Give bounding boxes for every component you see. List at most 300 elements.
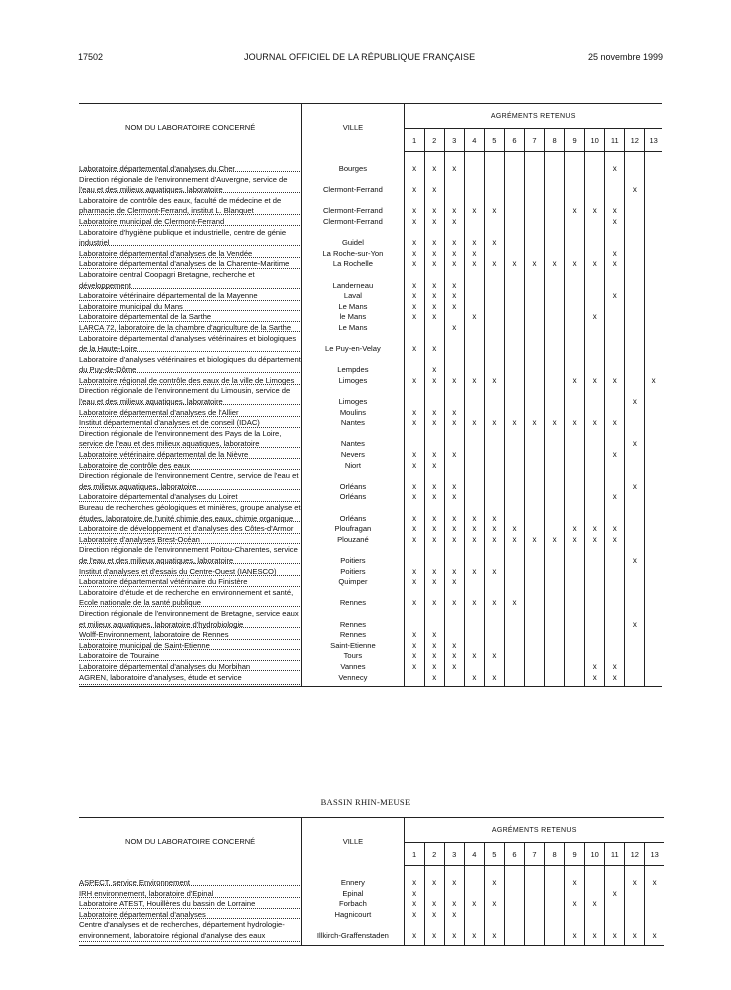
agrement-mark-1: x [404, 302, 424, 313]
agrement-cell-10 [585, 228, 605, 249]
agrement-cell-12 [625, 302, 645, 313]
agrement-cell-9 [565, 228, 585, 249]
agrement-mark-1: x [404, 152, 424, 175]
agrement-cell-8 [545, 217, 565, 228]
agrement-cell-9 [565, 217, 585, 228]
agrement-cell-7 [524, 889, 544, 900]
agrement-mark-5: x [484, 259, 504, 270]
agrement-mark-2: x [424, 492, 444, 503]
agrement-cell-12 [625, 662, 645, 673]
agrement-mark-2: x [424, 249, 444, 260]
agrement-cell-1 [404, 609, 424, 630]
agrement-cell-10 [585, 249, 605, 260]
agrement-cell-10 [585, 545, 605, 566]
agrement-cell-13 [645, 535, 662, 546]
agrement-mark-10: x [585, 312, 605, 323]
laboratory-city: Bourges [302, 152, 404, 175]
laboratory-name: Laboratoire départemental d'analyses du Loiret [79, 492, 302, 503]
agrement-cell-9 [565, 270, 585, 291]
laboratory-name: Laboratoire départemental de la Sarthe [79, 312, 302, 323]
laboratory-city: le Mans [302, 312, 404, 323]
agrement-cell-10 [585, 609, 605, 630]
agrement-cell-6 [504, 355, 524, 376]
agrement-cell-9 [565, 152, 585, 175]
laboratory-name: Laboratoire ATEST, Houillères du bassin de Lorraine [79, 899, 302, 910]
agrement-cell-10 [585, 323, 605, 334]
agrement-cell-6 [504, 889, 524, 900]
agrement-mark-5: x [484, 196, 504, 217]
agrement-mark-3: x [444, 228, 464, 249]
agrement-mark-10: x [585, 662, 605, 673]
agrement-cell-6 [504, 609, 524, 630]
agrement-cell-6 [504, 302, 524, 313]
agrement-cell-2 [424, 386, 444, 407]
column-header-agrement-2: 2 [424, 129, 444, 152]
table-row [79, 503, 662, 524]
laboratory-city: Plouzané [302, 535, 404, 546]
agrement-mark-2: x [424, 577, 444, 588]
column-header-agrement-5: 5 [484, 129, 504, 152]
agrement-cell-5 [484, 334, 504, 355]
agrement-mark-3: x [444, 408, 464, 419]
agrement-cell-12 [625, 334, 645, 355]
agrement-cell-12 [625, 910, 645, 921]
agrement-cell-11 [605, 175, 625, 196]
agrement-mark-5: x [484, 524, 504, 535]
agrement-mark-1: x [404, 567, 424, 578]
agrement-mark-12: x [625, 386, 645, 407]
laboratory-name: Direction régionale de l'environnement des Pays de la Loire, service de l'eau et des milieux aquatiques, laboratoire [79, 429, 302, 450]
agrement-mark-6: x [504, 535, 524, 546]
agrement-cell-11 [605, 910, 625, 921]
column-header-agrement-10: 10 [585, 843, 605, 866]
agrement-mark-5: x [484, 651, 504, 662]
agrement-cell-5 [484, 577, 504, 588]
agrement-mark-3: x [444, 249, 464, 260]
agrement-cell-13 [645, 196, 662, 217]
table-row [79, 920, 664, 945]
agrement-mark-3: x [444, 866, 464, 889]
agrement-mark-12: x [625, 609, 645, 630]
agrement-cell-8 [545, 408, 565, 419]
agrement-cell-7 [524, 503, 544, 524]
agrement-cell-6 [504, 196, 524, 217]
agrement-mark-2: x [424, 408, 444, 419]
agrement-mark-10: x [585, 259, 605, 270]
table-row [79, 461, 662, 472]
table-row [79, 217, 662, 228]
agrement-cell-13 [645, 662, 662, 673]
column-header-city: VILLE [302, 818, 404, 866]
agrement-cell-8 [545, 545, 565, 566]
agrement-cell-13 [645, 503, 662, 524]
laboratory-name: Laboratoire de développement et d'analyses des Côtes-d'Armor [79, 524, 302, 535]
agrement-cell-12 [625, 259, 645, 270]
agrement-mark-1: x [404, 228, 424, 249]
laboratory-name: Laboratoire vétérinaire départemental de la Mayenne [79, 291, 302, 302]
laboratory-name: Laboratoire d'hygiène publique et industrielle, centre de génie industriel [79, 228, 302, 249]
agrement-cell-9 [565, 889, 585, 900]
agrement-cell-13 [645, 889, 664, 900]
agrement-mark-12: x [625, 920, 645, 945]
agrement-cell-5 [484, 641, 504, 652]
agrement-cell-10 [585, 450, 605, 461]
agrement-cell-9 [565, 471, 585, 492]
table-row [79, 673, 662, 687]
agrement-mark-5: x [484, 899, 504, 910]
agrement-mark-7: x [524, 418, 544, 429]
agrement-cell-1 [404, 429, 424, 450]
table-row [79, 910, 664, 921]
laboratory-city: Orléans [302, 503, 404, 524]
agrement-mark-4: x [464, 196, 484, 217]
agrement-cell-5 [484, 249, 504, 260]
agrement-cell-6 [504, 662, 524, 673]
agrement-cell-13 [645, 524, 662, 535]
agrement-cell-9 [565, 408, 585, 419]
agrement-mark-2: x [424, 910, 444, 921]
agrement-mark-12: x [625, 866, 645, 889]
agrement-cell-10 [585, 429, 605, 450]
agrement-cell-8 [545, 312, 565, 323]
agrement-mark-12: x [625, 545, 645, 566]
agrement-mark-1: x [404, 334, 424, 355]
agrement-mark-10: x [585, 376, 605, 387]
agrement-mark-10: x [585, 673, 605, 687]
agrement-mark-2: x [424, 291, 444, 302]
agrement-cell-2 [424, 323, 444, 334]
agrement-cell-12 [625, 889, 645, 900]
column-header-agrement-12: 12 [625, 129, 645, 152]
agrement-mark-2: x [424, 355, 444, 376]
agrement-cell-7 [524, 609, 544, 630]
agrement-mark-2: x [424, 651, 444, 662]
agrement-mark-3: x [444, 291, 464, 302]
agrement-mark-4: x [464, 418, 484, 429]
agrement-mark-4: x [464, 259, 484, 270]
agrement-cell-4 [464, 175, 484, 196]
agrement-cell-8 [545, 588, 565, 609]
agrement-cell-8 [545, 270, 565, 291]
agrement-cell-8 [545, 910, 565, 921]
laboratory-city: Niort [302, 461, 404, 472]
table-row [79, 450, 662, 461]
agrement-cell-6 [504, 651, 524, 662]
laboratory-city: Clermont-Ferrand [302, 217, 404, 228]
agrement-cell-6 [504, 291, 524, 302]
agrement-mark-2: x [424, 503, 444, 524]
agrement-cell-10 [585, 270, 605, 291]
agrement-cell-6 [504, 386, 524, 407]
laboratory-name: LARCA 72, laboratoire de la chambre d'agriculture de la Sarthe [79, 323, 302, 334]
table-row [79, 545, 662, 566]
agrement-mark-2: x [424, 175, 444, 196]
agrement-mark-3: x [444, 662, 464, 673]
agrement-cell-2 [424, 545, 444, 566]
agrement-cell-10 [585, 461, 605, 472]
agrement-mark-4: x [464, 651, 484, 662]
agrement-mark-5: x [484, 920, 504, 945]
column-header-agrement-6: 6 [504, 129, 524, 152]
laboratory-city: Le Mans [302, 323, 404, 334]
laboratory-city: La Rochelle [302, 259, 404, 270]
agrement-cell-10 [585, 577, 605, 588]
agrement-cell-5 [484, 291, 504, 302]
agrement-cell-9 [565, 545, 585, 566]
agrement-cell-7 [524, 588, 544, 609]
agrement-cell-4 [464, 334, 484, 355]
agrement-mark-2: x [424, 418, 444, 429]
agrement-cell-10 [585, 175, 605, 196]
agrement-cell-7 [524, 270, 544, 291]
agrement-cell-13 [645, 302, 662, 313]
agrement-cell-11 [605, 461, 625, 472]
agrement-cell-3 [444, 386, 464, 407]
table-row [79, 259, 662, 270]
agrement-cell-3 [444, 630, 464, 641]
column-header-agrement-1: 1 [404, 843, 424, 866]
agrement-mark-4: x [464, 567, 484, 578]
table-row [79, 408, 662, 419]
laboratory-city: Epinal [302, 889, 404, 900]
table-row [79, 249, 662, 260]
agrement-cell-9 [565, 910, 585, 921]
agrement-mark-11: x [605, 673, 625, 687]
agrement-cell-4 [464, 471, 484, 492]
agrement-cell-5 [484, 386, 504, 407]
agrement-mark-2: x [424, 334, 444, 355]
agrement-cell-6 [504, 577, 524, 588]
agrement-cell-3 [444, 673, 464, 687]
agrement-cell-5 [484, 492, 504, 503]
agrement-mark-4: x [464, 899, 484, 910]
agrement-mark-1: x [404, 866, 424, 889]
agrement-mark-10: x [585, 920, 605, 945]
agrement-cell-9 [565, 641, 585, 652]
agrement-cell-7 [524, 334, 544, 355]
agrement-mark-1: x [404, 291, 424, 302]
agrement-cell-10 [585, 866, 605, 889]
agrement-cell-13 [645, 609, 662, 630]
agrement-cell-11 [605, 588, 625, 609]
agrement-cell-8 [545, 471, 565, 492]
agrement-cell-9 [565, 355, 585, 376]
agrement-mark-2: x [424, 152, 444, 175]
agrement-cell-6 [504, 228, 524, 249]
agrement-cell-11 [605, 323, 625, 334]
agrement-mark-1: x [404, 312, 424, 323]
agrement-cell-10 [585, 355, 605, 376]
column-header-agrements: AGRÉMENTS RETENUS [404, 818, 664, 843]
agrement-cell-5 [484, 175, 504, 196]
agrement-cell-9 [565, 249, 585, 260]
laboratory-name: Centre d'analyses et de recherches, département hydrologie-environnement, laboratoire régional d'analyse des eaux [79, 920, 302, 945]
agrement-cell-5 [484, 302, 504, 313]
agrement-mark-9: x [565, 899, 585, 910]
agrement-cell-6 [504, 899, 524, 910]
laboratory-name: Laboratoire régional de contrôle des eaux de la ville de Limoges [79, 376, 302, 387]
agrement-mark-11: x [605, 450, 625, 461]
agrement-mark-3: x [444, 471, 464, 492]
agrement-mark-5: x [484, 567, 504, 578]
agrement-mark-11: x [605, 152, 625, 175]
laboratory-city: Moulins [302, 408, 404, 419]
agrement-mark-2: x [424, 461, 444, 472]
agrement-mark-3: x [444, 259, 464, 270]
agrement-cell-9 [565, 630, 585, 641]
column-header-agrement-13: 13 [645, 129, 662, 152]
agrement-cell-10 [585, 408, 605, 419]
agrement-cell-6 [504, 866, 524, 889]
agrement-cell-7 [524, 651, 544, 662]
agrement-mark-6: x [504, 588, 524, 609]
agrement-cell-4 [464, 302, 484, 313]
agrement-cell-5 [484, 323, 504, 334]
agrement-cell-8 [545, 461, 565, 472]
agrement-cell-10 [585, 471, 605, 492]
page-number: 17502 [78, 52, 104, 62]
agrement-mark-11: x [605, 376, 625, 387]
agrement-cell-1 [404, 386, 424, 407]
laboratory-name: Laboratoire de contrôle des eaux, faculté de médecine et de pharmacie de Clermont-Ferrand, institut L. Blanquet [79, 196, 302, 217]
agrement-mark-2: x [424, 662, 444, 673]
agrement-mark-5: x [484, 535, 504, 546]
agrement-mark-11: x [605, 492, 625, 503]
agrement-mark-3: x [444, 376, 464, 387]
publication-date: 25 novembre 1999 [588, 52, 664, 62]
agrement-cell-10 [585, 567, 605, 578]
agrement-cell-5 [484, 450, 504, 461]
agrement-cell-7 [524, 920, 544, 945]
agrement-mark-2: x [424, 920, 444, 945]
agrement-mark-11: x [605, 524, 625, 535]
agrement-cell-3 [444, 175, 464, 196]
agrement-mark-5: x [484, 866, 504, 889]
agrement-mark-5: x [484, 673, 504, 687]
laboratory-city: Rennes [302, 588, 404, 609]
agrement-cell-13 [645, 259, 662, 270]
agrement-mark-9: x [565, 524, 585, 535]
agrement-cell-8 [545, 323, 565, 334]
agrement-mark-1: x [404, 450, 424, 461]
column-header-agrement-5: 5 [484, 843, 504, 866]
agrement-cell-5 [484, 910, 504, 921]
agrement-mark-11: x [605, 196, 625, 217]
agrement-mark-1: x [404, 270, 424, 291]
column-header-agrement-2: 2 [424, 843, 444, 866]
agrement-cell-7 [524, 524, 544, 535]
agrement-mark-2: x [424, 259, 444, 270]
agrement-mark-1: x [404, 651, 424, 662]
agrement-cell-9 [565, 386, 585, 407]
agrement-cell-2 [424, 609, 444, 630]
agrement-mark-11: x [605, 418, 625, 429]
agrement-mark-2: x [424, 535, 444, 546]
agrement-cell-9 [565, 577, 585, 588]
agrement-cell-6 [504, 270, 524, 291]
agrement-cell-13 [645, 291, 662, 302]
agrement-cell-11 [605, 270, 625, 291]
table-row [79, 386, 662, 407]
agrement-cell-11 [605, 312, 625, 323]
agrement-mark-3: x [444, 492, 464, 503]
agrement-mark-4: x [464, 673, 484, 687]
agrement-cell-13 [645, 899, 664, 910]
agrement-cell-9 [565, 609, 585, 630]
agrement-cell-12 [625, 418, 645, 429]
agrement-cell-7 [524, 249, 544, 260]
agrement-mark-10: x [585, 196, 605, 217]
agrement-mark-9: x [565, 920, 585, 945]
column-header-name: NOM DU LABORATOIRE CONCERNÉ [79, 818, 302, 866]
agrement-cell-11 [605, 355, 625, 376]
agrement-cell-6 [504, 175, 524, 196]
agrement-cell-4 [464, 291, 484, 302]
agrement-cell-8 [545, 249, 565, 260]
agrement-mark-3: x [444, 920, 464, 945]
table-row [79, 152, 662, 175]
table-row [79, 567, 662, 578]
column-header-agrement-11: 11 [605, 129, 625, 152]
agrement-cell-6 [504, 408, 524, 419]
laboratory-name: Wolff-Environnement, laboratoire de Rennes [79, 630, 302, 641]
agrement-mark-3: x [444, 418, 464, 429]
agrement-cell-8 [545, 334, 565, 355]
laboratory-city: Ennery [302, 866, 404, 889]
laboratory-name: ASPECT, service Environnement [79, 866, 302, 889]
laboratory-name: Laboratoire central Coopagri Bretagne, recherche et développement [79, 270, 302, 291]
agrement-cell-7 [524, 386, 544, 407]
agrement-cell-4 [464, 152, 484, 175]
agrement-cell-7 [524, 196, 544, 217]
laboratory-name: Laboratoire municipal de Saint-Etienne [79, 641, 302, 652]
agrement-mark-3: x [444, 651, 464, 662]
laboratory-name: Laboratoire d'analyses Brest-Océan [79, 535, 302, 546]
agrement-cell-12 [625, 217, 645, 228]
laboratory-city: Orléans [302, 471, 404, 492]
column-header-name: NOM DU LABORATOIRE CONCERNÉ [79, 104, 302, 152]
laboratory-city: Quimper [302, 577, 404, 588]
agrement-cell-7 [524, 376, 544, 387]
agrement-cell-11 [605, 866, 625, 889]
table-row [79, 535, 662, 546]
agrement-cell-7 [524, 228, 544, 249]
agrement-mark-3: x [444, 196, 464, 217]
agrement-cell-10 [585, 386, 605, 407]
agrement-mark-1: x [404, 196, 424, 217]
column-header-agrement-8: 8 [545, 129, 565, 152]
agrement-cell-7 [524, 302, 544, 313]
table-row [79, 899, 664, 910]
table-row [79, 334, 662, 355]
agrement-cell-13 [645, 249, 662, 260]
agrement-cell-10 [585, 630, 605, 641]
agrement-mark-11: x [605, 535, 625, 546]
agrement-mark-2: x [424, 524, 444, 535]
agrement-cell-10 [585, 217, 605, 228]
laboratory-city: Le Puy-en-Velay [302, 334, 404, 355]
agrement-mark-2: x [424, 588, 444, 609]
agrement-mark-2: x [424, 376, 444, 387]
agrement-mark-2: x [424, 196, 444, 217]
agrement-cell-12 [625, 461, 645, 472]
agrement-mark-11: x [605, 920, 625, 945]
agrement-cell-4 [464, 355, 484, 376]
agrement-mark-2: x [424, 899, 444, 910]
agrement-mark-11: x [605, 889, 625, 900]
agrement-mark-11: x [605, 259, 625, 270]
agrement-cell-13 [645, 577, 662, 588]
